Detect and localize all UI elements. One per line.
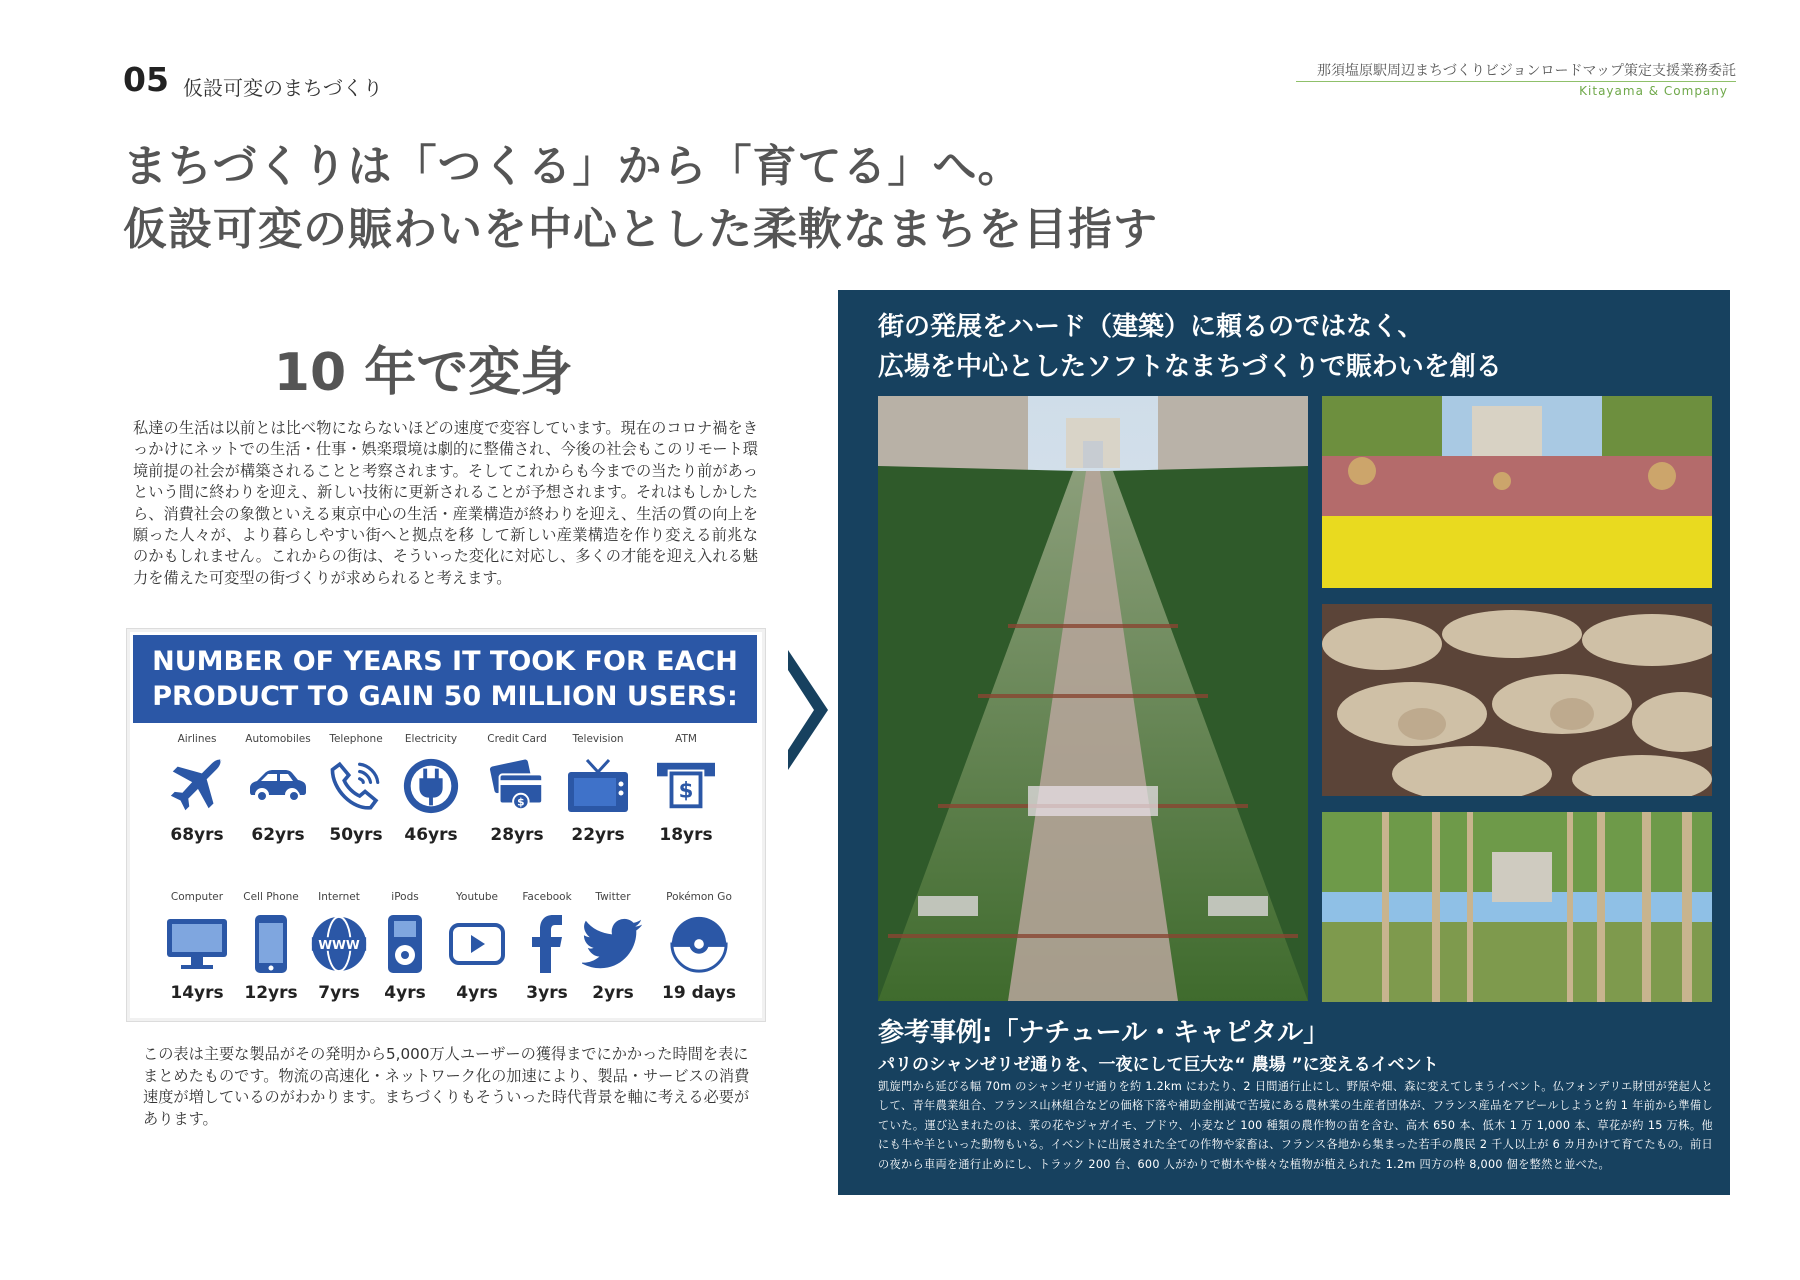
crowd-rapeseed-flowers-photo bbox=[1322, 396, 1712, 588]
case-study-panel bbox=[838, 290, 1730, 1195]
product-years: 19 days bbox=[662, 983, 736, 1003]
product-automobiles bbox=[238, 733, 318, 845]
product-years: 7yrs bbox=[318, 983, 360, 1003]
product-twitter bbox=[573, 891, 653, 1003]
twitter-bird-icon bbox=[573, 913, 653, 975]
product-telephone bbox=[316, 733, 396, 845]
sheep-flock-photo bbox=[1322, 604, 1712, 796]
product-name: Cell Phone bbox=[243, 891, 299, 903]
product-atm bbox=[646, 733, 726, 845]
product-name: Credit Card bbox=[487, 733, 547, 745]
product-years: 14yrs bbox=[170, 983, 224, 1003]
product-pokemon-go bbox=[659, 891, 739, 1003]
product-name: Pokémon Go bbox=[666, 891, 732, 903]
section-title: 仮設可変のまちづくり bbox=[183, 76, 383, 100]
product-name: iPods bbox=[391, 891, 419, 903]
product-years: 2yrs bbox=[592, 983, 634, 1003]
intro-paragraph: 私達の生活は以前とは比べ物にならないほどの速度で変容しています。現在のコロナ禍をきっかけにネットでの生活・仕事・娯楽環境は劇的に整備され、今後の社会もこのリモート環境前提の社会が構築されることと考察されます。そしてこれからも今までの当たり前があっという間に終わりを迎え、新しい技術に更新されることが予想されます。それはもしかしたら、消費社会の象徴といえる東京中心の生活・産業構造が終わりを迎え、生活の質の向上を願った人々が、より暮らしやすい街へと拠点を移 して新しい産業構造を作り変える前兆なのかもしれません。これからの街は、そういった変化に対応し、多くの才能を迎え入れる魅力を備えた可変型の街づくりが求められると考えます。 bbox=[133, 419, 758, 587]
case-study-title: 参考事例:「ナチュール・キャピタル」 bbox=[878, 1018, 1330, 1048]
case-study-body: 凱旋門から延びる幅 70m のシャンゼリゼ通りを約 1.2km にわたり、2 日間通行止にし、野原や畑、森に変えてしまうイベント。仏フォンデリエ財団が発起人として、青年農業組合、フランス山林組合などの価格下落や補助金削減で苦境にある農林業の生産者団体が、フランス産品をアピールしようと約 1 年前から準備していた。運び込まれたのは、菜の花やジャガイモ、ブドウ、小麦など 100 種類の農作物の苗を含む、高木 650 本、低木 1 万 1,000 本、草花が約 15 万株。他にも牛や羊といった動物もいる。イベントに出展された全ての作物や家畜は、フランス各地から集まった若手の農民 2 千人以上が 6 カ月かけて育てたもの。前日の夜から車両を通行止めにし、トラック 200 台、600 人がかりで樹木や様々な植物が植えられた 1.2m 四方の枠 8,000 個を整然と並べた。 bbox=[878, 1080, 1713, 1171]
product-television bbox=[558, 733, 638, 845]
product-years: 18yrs bbox=[659, 825, 713, 845]
telephone-icon bbox=[316, 755, 396, 817]
airplane-icon bbox=[157, 755, 237, 817]
champs-elysees-aerial-photo bbox=[878, 396, 1308, 1001]
product-years: 46yrs bbox=[404, 825, 458, 845]
plug-icon bbox=[391, 755, 471, 817]
adoption-infographic bbox=[126, 628, 766, 1022]
product-ipods bbox=[365, 891, 445, 1003]
product-years: 4yrs bbox=[384, 983, 426, 1003]
panel-heading-line-1: 街の発展をハード（建築）に頼るのではなく、 bbox=[878, 312, 1424, 342]
product-years: 22yrs bbox=[571, 825, 625, 845]
product-name: Youtube bbox=[456, 891, 498, 903]
car-icon bbox=[238, 755, 318, 817]
svg-text:$: $ bbox=[517, 795, 525, 809]
headline-line-1: まちづくりは「つくる」から「育てる」へ。 bbox=[123, 141, 1023, 192]
product-name: Twitter bbox=[595, 891, 631, 903]
company-name: Kitayama & Company bbox=[1579, 84, 1728, 98]
ipod-icon bbox=[365, 913, 445, 975]
product-name: Television bbox=[572, 733, 624, 745]
youtube-play-icon bbox=[437, 913, 517, 975]
television-icon bbox=[558, 755, 638, 817]
product-years: 12yrs bbox=[244, 983, 298, 1003]
pokeball-icon bbox=[659, 913, 739, 975]
product-years: 62yrs bbox=[251, 825, 305, 845]
infographic-title bbox=[133, 635, 757, 723]
panel-heading-line-2: 広場を中心としたソフトなまちづくりで賑わいを創る bbox=[878, 352, 1502, 382]
section-number: 05 bbox=[123, 60, 169, 99]
product-name: Telephone bbox=[329, 733, 383, 745]
headline-line-2: 仮設可変の賑わいを中心とした柔軟なまちを目指す bbox=[123, 204, 1158, 255]
product-name: Automobiles bbox=[245, 733, 311, 745]
svg-text:$: $ bbox=[678, 778, 694, 804]
infographic-title-line-2: PRODUCT TO GAIN 50 MILLION USERS: bbox=[152, 681, 738, 712]
arrow-right-icon bbox=[788, 650, 828, 774]
product-name: Airlines bbox=[177, 733, 217, 745]
svg-text:WWW: WWW bbox=[318, 936, 360, 952]
product-name: ATM bbox=[675, 733, 697, 745]
infographic-title-line-1: NUMBER OF YEARS IT TOOK FOR EACH bbox=[152, 646, 738, 677]
product-name: Electricity bbox=[404, 733, 458, 745]
product-years: 50yrs bbox=[329, 825, 383, 845]
tree-avenue-photo bbox=[1322, 812, 1712, 1002]
product-years: 68yrs bbox=[170, 825, 224, 845]
product-computer bbox=[157, 891, 237, 1003]
product-name: Internet bbox=[318, 891, 360, 903]
product-airlines bbox=[157, 733, 237, 845]
header-divider bbox=[1296, 81, 1736, 82]
atm-icon bbox=[646, 755, 726, 817]
product-years: 3yrs bbox=[526, 983, 568, 1003]
case-study-subtitle: パリのシャンゼリゼ通りを、一夜にして巨大な“ 農場 ”に変えるイベント bbox=[878, 1055, 1439, 1075]
left-heading: 10 年で変身 bbox=[273, 343, 573, 403]
infographic-caption: この表は主要な製品がその発明から5,000万人ユーザーの獲得までにかかった時間を表にまとめたものです。物流の高速化・ネットワーク化の加速により、製品・サービスの消費速度が増しているのがわかります。まちづくりもそういった時代背景を軸に考える必要があります。 bbox=[143, 1045, 750, 1128]
product-years: 4yrs bbox=[456, 983, 498, 1003]
product-years: 28yrs bbox=[490, 825, 544, 845]
client-project-name: 那須塩原駅周辺まちづくりビジョンロードマップ策定支援業務委託 bbox=[1316, 63, 1736, 79]
credit-card-icon bbox=[477, 755, 557, 817]
product-electricity bbox=[391, 733, 471, 845]
computer-icon bbox=[157, 913, 237, 975]
product-name: Computer bbox=[170, 891, 224, 903]
product-youtube bbox=[437, 891, 517, 1003]
product-credit-card bbox=[477, 733, 557, 845]
product-name: Facebook bbox=[522, 891, 572, 903]
